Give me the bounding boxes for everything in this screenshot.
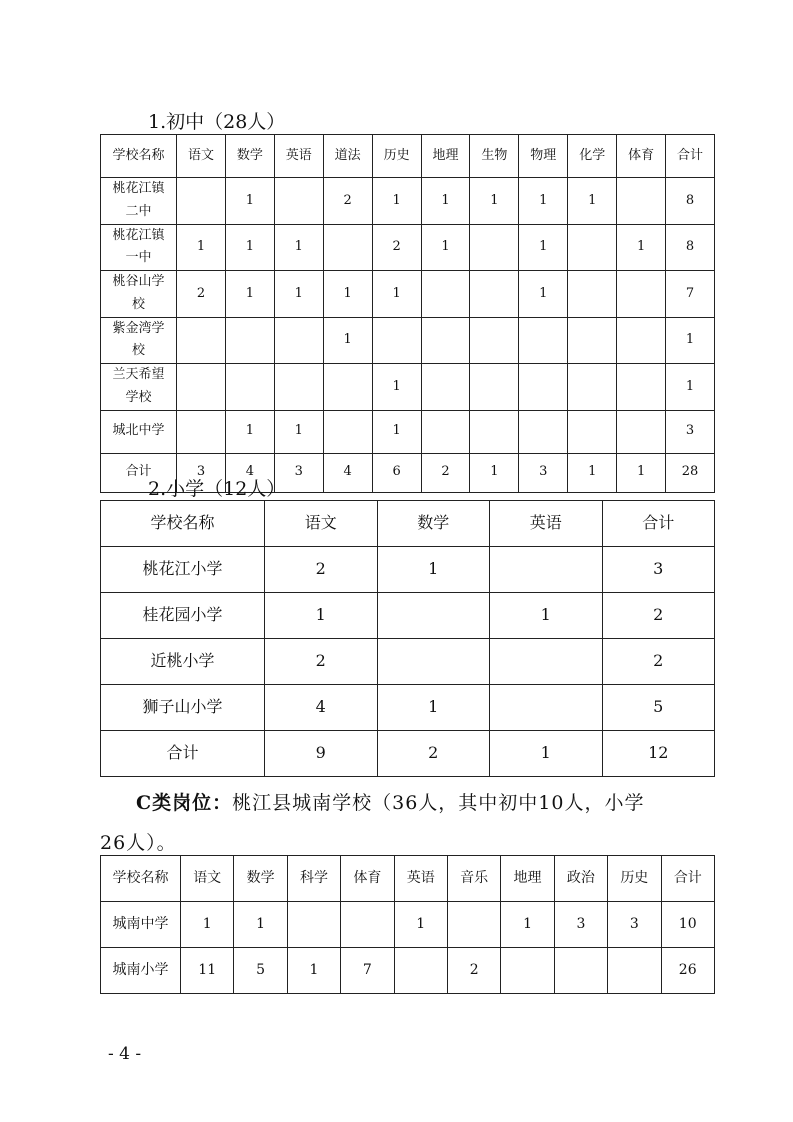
count-cell xyxy=(470,364,519,411)
column-header: 音乐 xyxy=(447,856,500,902)
count-cell xyxy=(323,364,372,411)
category-c-label: C类岗位： xyxy=(136,792,233,814)
column-header: 语文 xyxy=(265,501,378,547)
school-name-cell: 桃谷山学校 xyxy=(101,271,177,318)
count-cell: 10 xyxy=(661,902,714,948)
count-cell xyxy=(225,317,274,364)
count-cell: 8 xyxy=(666,224,715,271)
table-header-row xyxy=(101,501,715,547)
count-cell xyxy=(421,364,470,411)
count-cell xyxy=(608,948,661,994)
count-cell: 8 xyxy=(666,178,715,225)
count-cell: 2 xyxy=(421,453,470,492)
count-cell xyxy=(177,317,226,364)
count-cell: 28 xyxy=(666,453,715,492)
column-header: 政治 xyxy=(554,856,607,902)
section1-heading: 1.初中（28人） xyxy=(148,111,286,133)
count-cell xyxy=(490,685,603,731)
count-cell: 1 xyxy=(323,317,372,364)
count-cell: 4 xyxy=(265,685,378,731)
count-cell: 1 xyxy=(372,364,421,411)
count-cell: 1 xyxy=(323,271,372,318)
count-cell: 7 xyxy=(666,271,715,318)
count-cell xyxy=(323,410,372,453)
count-cell xyxy=(617,364,666,411)
table-row xyxy=(101,731,715,777)
count-cell xyxy=(568,224,617,271)
column-header: 地理 xyxy=(501,856,554,902)
count-cell: 2 xyxy=(372,224,421,271)
count-cell: 26 xyxy=(661,948,714,994)
count-cell xyxy=(568,364,617,411)
school-name-cell: 城北中学 xyxy=(101,410,177,453)
count-cell: 1 xyxy=(470,453,519,492)
junior-high-table xyxy=(100,134,715,493)
table-header-row xyxy=(101,135,715,178)
count-cell: 1 xyxy=(490,731,603,777)
count-cell: 3 xyxy=(666,410,715,453)
count-cell: 2 xyxy=(602,593,715,639)
section3-text: 桃江县城南学校（36人，其中初中10人，小学 xyxy=(232,792,645,814)
count-cell xyxy=(617,317,666,364)
count-cell xyxy=(421,271,470,318)
count-cell xyxy=(490,547,603,593)
count-cell xyxy=(519,364,568,411)
count-cell xyxy=(372,317,421,364)
count-cell xyxy=(501,948,554,994)
column-header: 合计 xyxy=(661,856,714,902)
table-row xyxy=(101,224,715,271)
count-cell: 1 xyxy=(617,453,666,492)
column-header: 体育 xyxy=(617,135,666,178)
count-cell: 1 xyxy=(181,902,234,948)
count-cell: 1 xyxy=(225,224,274,271)
table-row xyxy=(101,410,715,453)
primary-school-table xyxy=(100,500,715,777)
column-header: 语文 xyxy=(181,856,234,902)
count-cell xyxy=(274,178,323,225)
count-cell: 1 xyxy=(234,902,287,948)
school-name-cell: 狮子山小学 xyxy=(101,685,265,731)
count-cell xyxy=(470,410,519,453)
count-cell xyxy=(519,410,568,453)
school-name-cell: 紫金湾学校 xyxy=(101,317,177,364)
column-header: 英语 xyxy=(274,135,323,178)
column-header: 英语 xyxy=(394,856,447,902)
table-header-row xyxy=(101,856,715,902)
count-cell: 4 xyxy=(323,453,372,492)
count-cell: 3 xyxy=(519,453,568,492)
table-row xyxy=(101,317,715,364)
school-name-cell: 桂花园小学 xyxy=(101,593,265,639)
count-cell: 2 xyxy=(377,731,490,777)
table-row xyxy=(101,948,715,994)
count-cell: 12 xyxy=(602,731,715,777)
table-row xyxy=(101,271,715,318)
count-cell xyxy=(568,271,617,318)
count-cell xyxy=(519,317,568,364)
count-cell: 3 xyxy=(554,902,607,948)
count-cell: 6 xyxy=(372,453,421,492)
column-header: 数学 xyxy=(225,135,274,178)
count-cell: 1 xyxy=(274,271,323,318)
count-cell: 1 xyxy=(372,271,421,318)
count-cell: 7 xyxy=(341,948,394,994)
count-cell: 1 xyxy=(274,410,323,453)
count-cell: 2 xyxy=(602,639,715,685)
school-name-cell: 近桃小学 xyxy=(101,639,265,685)
school-name-cell: 合计 xyxy=(101,453,177,492)
count-cell: 1 xyxy=(265,593,378,639)
table-row xyxy=(101,902,715,948)
count-cell: 1 xyxy=(225,271,274,318)
count-cell: 2 xyxy=(447,948,500,994)
count-cell: 3 xyxy=(274,453,323,492)
count-cell: 1 xyxy=(421,224,470,271)
column-header: 体育 xyxy=(341,856,394,902)
count-cell: 5 xyxy=(234,948,287,994)
count-cell: 1 xyxy=(225,410,274,453)
count-cell xyxy=(617,410,666,453)
count-cell xyxy=(568,317,617,364)
count-cell: 1 xyxy=(666,364,715,411)
count-cell xyxy=(617,271,666,318)
column-header: 语文 xyxy=(177,135,226,178)
column-header: 合计 xyxy=(602,501,715,547)
count-cell: 1 xyxy=(617,224,666,271)
table-row xyxy=(101,639,715,685)
count-cell xyxy=(377,639,490,685)
count-cell: 1 xyxy=(519,178,568,225)
count-cell: 5 xyxy=(602,685,715,731)
count-cell xyxy=(394,948,447,994)
count-cell: 1 xyxy=(568,178,617,225)
column-header: 科学 xyxy=(287,856,340,902)
section2-heading: 2.小学（12人） xyxy=(148,478,286,500)
count-cell xyxy=(274,317,323,364)
school-name-cell: 桃花江镇一中 xyxy=(101,224,177,271)
school-name-cell: 合计 xyxy=(101,731,265,777)
count-cell xyxy=(490,639,603,685)
column-header: 学校名称 xyxy=(101,856,181,902)
column-header: 历史 xyxy=(372,135,421,178)
count-cell xyxy=(617,178,666,225)
chengnan-school-table xyxy=(100,855,715,994)
school-name-cell: 桃花江镇二中 xyxy=(101,178,177,225)
count-cell: 1 xyxy=(377,547,490,593)
count-cell: 2 xyxy=(265,547,378,593)
school-name-cell: 城南中学 xyxy=(101,902,181,948)
column-header: 学校名称 xyxy=(101,135,177,178)
count-cell xyxy=(470,317,519,364)
column-header: 数学 xyxy=(234,856,287,902)
count-cell: 1 xyxy=(490,593,603,639)
section3-text-line2: 26人）。 xyxy=(100,832,177,854)
count-cell xyxy=(274,364,323,411)
count-cell: 1 xyxy=(372,178,421,225)
count-cell: 1 xyxy=(519,224,568,271)
count-cell xyxy=(177,364,226,411)
count-cell: 1 xyxy=(470,178,519,225)
count-cell xyxy=(470,224,519,271)
count-cell xyxy=(421,317,470,364)
column-header: 合计 xyxy=(666,135,715,178)
table-row xyxy=(101,178,715,225)
column-header: 数学 xyxy=(377,501,490,547)
section3-paragraph-line1 xyxy=(136,788,644,815)
school-name-cell: 城南小学 xyxy=(101,948,181,994)
count-cell: 1 xyxy=(225,178,274,225)
count-cell xyxy=(323,224,372,271)
count-cell xyxy=(554,948,607,994)
count-cell xyxy=(421,410,470,453)
column-header: 物理 xyxy=(519,135,568,178)
count-cell: 1 xyxy=(666,317,715,364)
school-name-cell: 桃花江小学 xyxy=(101,547,265,593)
count-cell: 1 xyxy=(372,410,421,453)
count-cell: 1 xyxy=(394,902,447,948)
count-cell: 1 xyxy=(287,948,340,994)
count-cell: 1 xyxy=(519,271,568,318)
count-cell xyxy=(177,178,226,225)
count-cell: 11 xyxy=(181,948,234,994)
count-cell xyxy=(568,410,617,453)
table-row xyxy=(101,593,715,639)
column-header: 地理 xyxy=(421,135,470,178)
count-cell: 2 xyxy=(323,178,372,225)
count-cell xyxy=(225,364,274,411)
table-row xyxy=(101,547,715,593)
count-cell xyxy=(287,902,340,948)
table-row xyxy=(101,685,715,731)
count-cell: 1 xyxy=(274,224,323,271)
count-cell: 1 xyxy=(377,685,490,731)
count-cell xyxy=(341,902,394,948)
count-cell: 3 xyxy=(608,902,661,948)
count-cell: 2 xyxy=(177,271,226,318)
count-cell: 1 xyxy=(177,224,226,271)
count-cell: 1 xyxy=(501,902,554,948)
count-cell: 9 xyxy=(265,731,378,777)
page-number: - 4 - xyxy=(108,1044,142,1064)
school-name-cell: 兰天希望学校 xyxy=(101,364,177,411)
count-cell: 3 xyxy=(602,547,715,593)
count-cell: 2 xyxy=(265,639,378,685)
count-cell: 1 xyxy=(421,178,470,225)
count-cell xyxy=(177,410,226,453)
count-cell xyxy=(377,593,490,639)
column-header: 生物 xyxy=(470,135,519,178)
column-header: 道法 xyxy=(323,135,372,178)
count-cell xyxy=(447,902,500,948)
column-header: 英语 xyxy=(490,501,603,547)
table-row xyxy=(101,364,715,411)
column-header: 学校名称 xyxy=(101,501,265,547)
count-cell: 1 xyxy=(568,453,617,492)
count-cell: 3 xyxy=(177,453,226,492)
count-cell xyxy=(470,271,519,318)
column-header: 化学 xyxy=(568,135,617,178)
count-cell: 4 xyxy=(225,453,274,492)
column-header: 历史 xyxy=(608,856,661,902)
